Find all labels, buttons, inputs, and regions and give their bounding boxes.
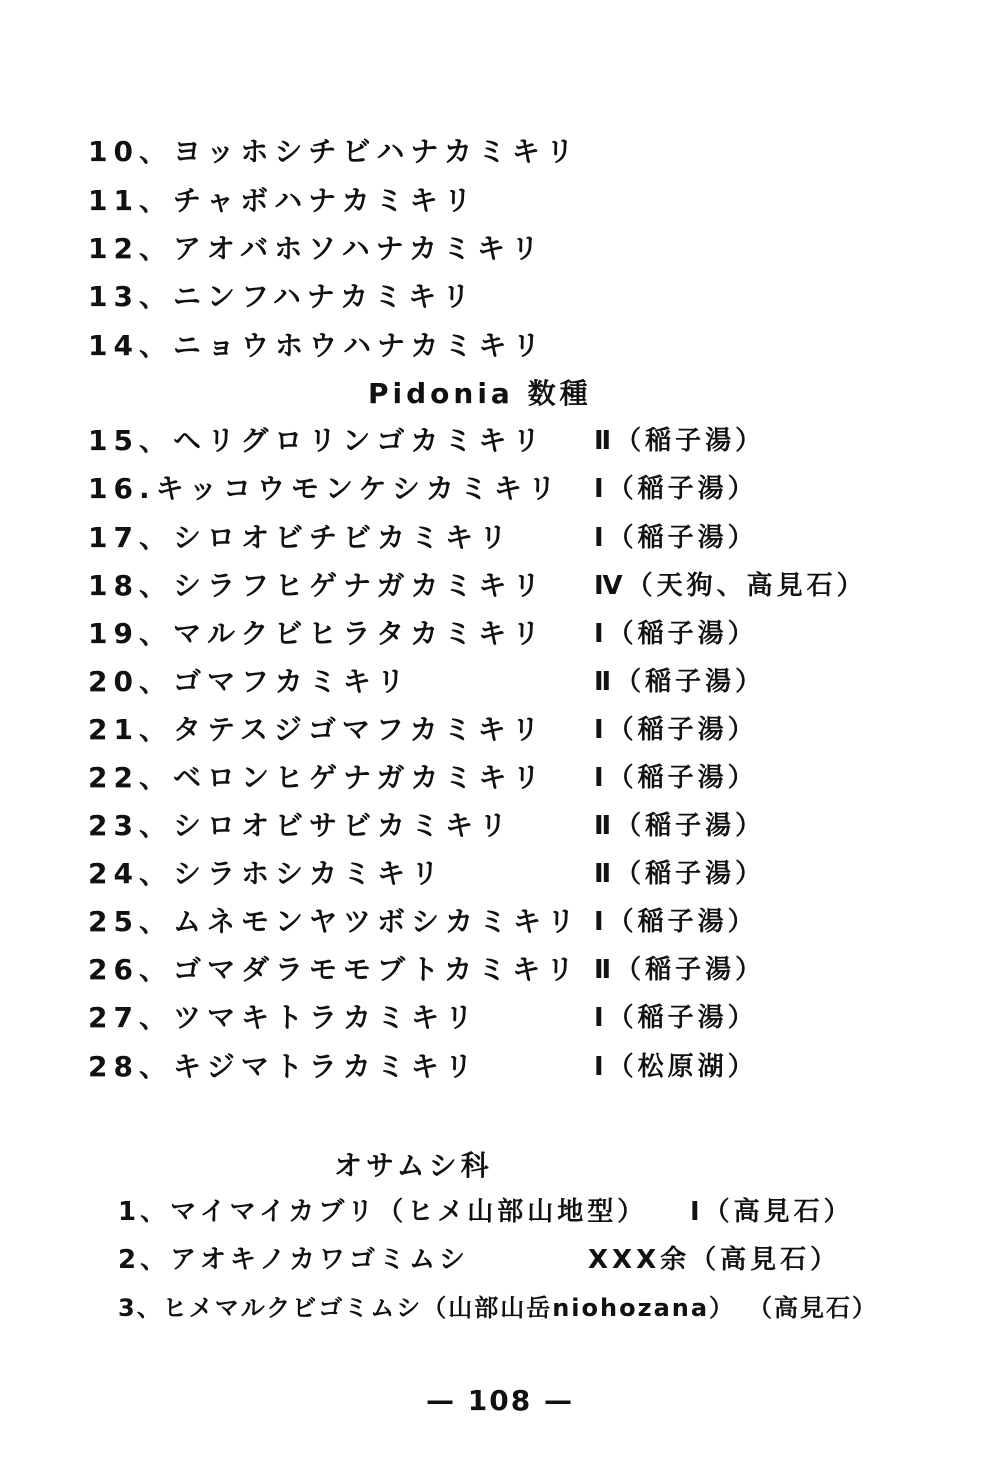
- list-item: [88, 181, 478, 221]
- item-note: Ⅰ（稲子湯）: [594, 763, 758, 793]
- item-number: 15、: [88, 424, 173, 457]
- item-note: Ⅱ（稲子湯）: [594, 811, 766, 841]
- list-item: [88, 421, 546, 461]
- item-note: Ⅰ（稲子湯）: [594, 907, 758, 937]
- item-note: Ⅳ（天狗、高見石）: [594, 571, 867, 601]
- list-item: [88, 1047, 479, 1087]
- item-name: ゴマダラモモブトカミキリ: [172, 953, 581, 986]
- item-note: ⅩⅩⅩ余（高見石）: [588, 1245, 841, 1275]
- list-item: [88, 998, 479, 1038]
- item-note: Ⅰ（稲子湯）: [594, 715, 758, 745]
- list-item: [88, 710, 546, 750]
- item-name: アオバホソハナカミキリ: [172, 232, 546, 265]
- list-item: [88, 566, 546, 606]
- list-item: [88, 229, 545, 269]
- section-heading-osamushi: オサムシ科: [334, 1149, 493, 1182]
- list-item: [88, 326, 546, 366]
- item-note: Ⅰ（松原湖）: [594, 1052, 758, 1082]
- item-name: マルクビヒラタカミキリ: [172, 617, 547, 650]
- list-item: [88, 758, 546, 798]
- item-name: ムネモンヤツボシカミキリ: [172, 905, 581, 938]
- item-number: 3、: [118, 1294, 163, 1322]
- item-number: 16.: [88, 472, 156, 505]
- item-number: 27、: [88, 1001, 173, 1034]
- item-note: Ⅰ（稲子湯）: [594, 474, 758, 504]
- list-item: [88, 902, 581, 942]
- item-number: 11、: [88, 184, 173, 217]
- item-note: Ⅰ（高見石）: [690, 1197, 854, 1227]
- item-name: アオキノカワゴミムシ: [170, 1245, 470, 1275]
- list-item: [88, 469, 562, 509]
- item-number: 12、: [88, 232, 173, 265]
- list-item: [88, 806, 513, 846]
- item-note: Ⅱ（稲子湯）: [594, 955, 766, 985]
- item-name: キッコウモンケシカミキリ: [155, 472, 562, 505]
- item-name: チャボハナカミキリ: [172, 184, 478, 217]
- item-note: （高見石）: [748, 1294, 878, 1322]
- list-item: [88, 132, 580, 172]
- list-item: [118, 1288, 735, 1328]
- item-name: シロオビチビカミキリ: [172, 521, 513, 554]
- list-item: [88, 518, 513, 558]
- item-number: 1、: [118, 1197, 171, 1227]
- item-note: Ⅱ（稲子湯）: [594, 667, 766, 697]
- list-item: [88, 950, 580, 990]
- item-number: 2、: [118, 1245, 171, 1275]
- list-item: [88, 854, 445, 894]
- item-name: ヘリグロリンゴカミキリ: [172, 424, 547, 457]
- item-name: ゴマフカミキリ: [172, 665, 411, 698]
- item-note: Ⅰ（稲子湯）: [594, 523, 758, 553]
- item-number: 25、: [88, 905, 173, 938]
- list-item: [88, 614, 546, 654]
- item-note: Ⅰ（稲子湯）: [594, 1003, 758, 1033]
- item-number: 18、: [88, 569, 173, 602]
- item-number: 24、: [88, 857, 173, 890]
- item-name: ニョウホウハナカミキリ: [172, 329, 547, 362]
- item-note: Ⅱ（稲子湯）: [594, 859, 766, 889]
- item-number: 14、: [88, 329, 173, 362]
- item-number: 21、: [88, 713, 173, 746]
- list-item: [118, 1240, 469, 1280]
- item-name: マイマイカブリ（ヒメ山部山地型）: [170, 1197, 648, 1227]
- item-number: 20、: [88, 665, 173, 698]
- item-note: Ⅰ（稲子湯）: [594, 619, 758, 649]
- item-name: シラフヒゲナガカミキリ: [172, 569, 547, 602]
- item-name: ツマキトラカミキリ: [172, 1001, 479, 1034]
- list-item: [118, 1192, 647, 1232]
- item-number: 17、: [88, 521, 173, 554]
- item-number: 26、: [88, 953, 173, 986]
- item-number: 23、: [88, 809, 173, 842]
- item-note: Ⅱ（稲子湯）: [594, 426, 766, 456]
- list-item: [88, 277, 476, 317]
- item-name: ベロンヒゲナガカミキリ: [172, 761, 547, 794]
- item-name: ヒメマルクビゴミムシ（山部山岳niohozana）: [162, 1294, 736, 1322]
- item-number: 10、: [88, 135, 173, 168]
- list-item: [88, 662, 411, 702]
- item-name: ニンフハナカミキリ: [172, 280, 477, 313]
- item-number: 22、: [88, 761, 173, 794]
- page-number: — 108 —: [426, 1384, 574, 1417]
- section-heading-pidonia: Pidonia 数種: [368, 377, 592, 410]
- item-name: キジマトラカミキリ: [172, 1050, 479, 1083]
- item-name: シラホシカミキリ: [172, 857, 445, 890]
- item-name: ヨッホシチビハナカミキリ: [172, 135, 580, 168]
- item-name: タテスジゴマフカミキリ: [172, 713, 546, 746]
- item-number: 19、: [88, 617, 173, 650]
- item-number: 13、: [88, 280, 173, 313]
- item-name: シロオビサビカミキリ: [172, 809, 513, 842]
- item-number: 28、: [88, 1050, 173, 1083]
